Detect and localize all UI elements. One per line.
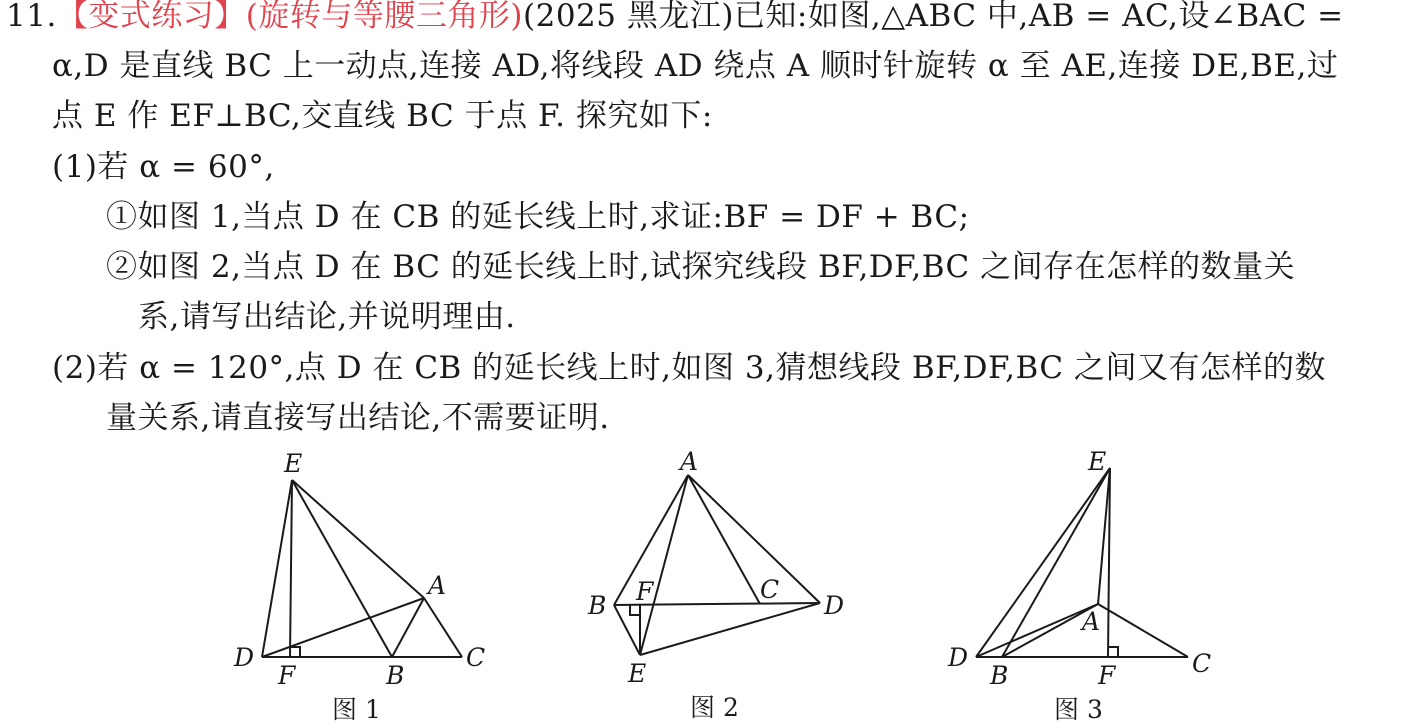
label-a: A	[1082, 607, 1101, 636]
label-b: B	[386, 661, 405, 690]
figure-3-caption: 图 3	[1054, 695, 1103, 724]
problem-text-line: 系,请写出结论,并说明理由.	[138, 299, 516, 335]
problem-text-line: ②如图 2,当点 D 在 BC 的延长线上时,试探究线段 BF,DF,BC 之间存在怎样的数量关	[106, 249, 1296, 285]
segment-ef	[290, 480, 292, 657]
problem-text-line: 点 E 作 EF⊥BC,交直线 BC 于点 F. 探究如下:	[52, 98, 713, 134]
segment-ea	[292, 480, 424, 598]
problem-text-line: ①如图 1,当点 D 在 CB 的延长线上时,求证:BF = DF + BC;	[106, 199, 970, 235]
label-e: E	[1088, 447, 1107, 476]
problem-text-line: (2)若 α = 120°,点 D 在 CB 的延长线上时,如图 3,猜想线段 BF,DF,BC 之间又有怎样的数	[52, 350, 1326, 386]
problem-tag: 【变式练习】(旋转与等腰三角形)	[56, 0, 523, 34]
segment-da	[262, 598, 424, 657]
segment-ac	[424, 598, 462, 657]
label-d: D	[948, 643, 969, 672]
label-d: D	[234, 643, 255, 672]
figure-2	[614, 475, 820, 655]
label-f: F	[278, 661, 296, 690]
label-c: C	[760, 575, 780, 604]
segment-ac	[688, 475, 760, 604]
problem-number: 11.	[6, 0, 57, 34]
figure-2-caption: 图 2	[690, 693, 739, 722]
segment-ad	[688, 475, 820, 603]
label-d: D	[824, 591, 845, 620]
problem-text-line: α,D 是直线 BC 上一动点,连接 AD,将线段 AD 绕点 A 顺时针旋转 α 至 AE,连接 DE,BE,过	[52, 48, 1339, 84]
segment-be	[614, 605, 640, 655]
segment-ae	[640, 475, 688, 655]
segment-ed	[640, 603, 820, 655]
label-c: C	[1192, 649, 1212, 678]
label-e: E	[628, 659, 647, 688]
label-e: E	[284, 449, 303, 478]
problem-text-line: 量关系,请直接写出结论,不需要证明.	[106, 400, 610, 436]
label-a: A	[428, 571, 447, 600]
label-f: F	[1098, 661, 1116, 690]
segment-ac	[1098, 604, 1188, 657]
right-angle-mark	[630, 605, 640, 615]
problem-text-line: (1)若 α = 60°,	[52, 149, 275, 185]
label-b: B	[990, 661, 1009, 690]
right-angle-mark	[1108, 647, 1118, 657]
figure-1-caption: 图 1	[332, 695, 381, 724]
problem-text-line: (2025 黑龙江)已知:如图,△ABC 中,AB = AC,设∠BAC =	[523, 0, 1344, 34]
segment-ed	[262, 480, 292, 657]
label-f: F	[636, 577, 654, 606]
segment-eb	[292, 480, 392, 657]
figure-1	[262, 480, 462, 657]
label-b: B	[588, 591, 607, 620]
label-a: A	[680, 447, 699, 476]
right-angle-mark	[290, 647, 300, 657]
label-c: C	[466, 643, 486, 672]
